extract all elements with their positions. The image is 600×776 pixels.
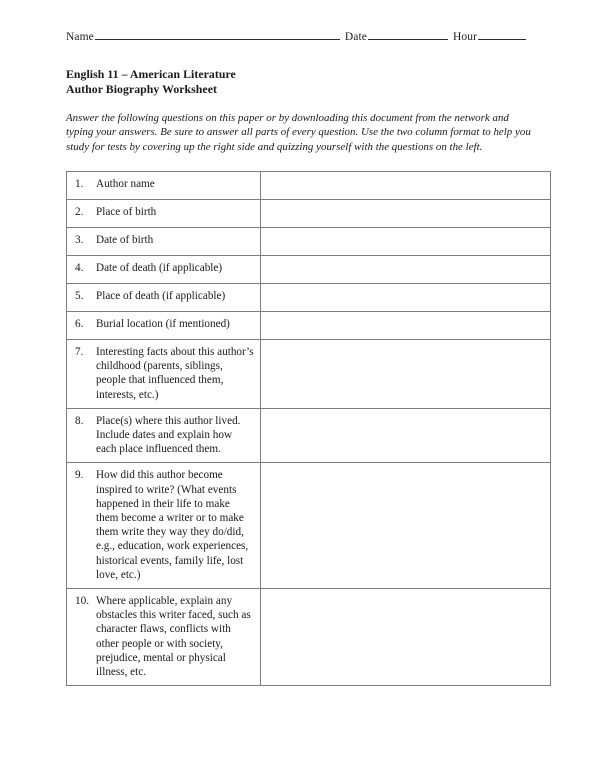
question-text: Place(s) where this author lived. Include dates and explain how each place influenced them. (96, 414, 241, 456)
question-number: 5. (75, 289, 84, 302)
question-text: Date of birth (96, 233, 154, 246)
question-cell (67, 171, 261, 199)
table-row (67, 339, 551, 408)
page-content (66, 28, 536, 686)
hour-fill-line[interactable] (478, 28, 526, 40)
question-text: Place of birth (96, 205, 157, 218)
answer-cell[interactable] (261, 199, 551, 227)
author-biography-table (66, 171, 551, 686)
question-number: 1. (75, 177, 84, 190)
answer-cell[interactable] (261, 311, 551, 339)
question-text: Date of death (if applicable) (96, 261, 223, 274)
question-cell (67, 311, 261, 339)
question-number: 6. (75, 317, 84, 330)
question-cell (67, 283, 261, 311)
instructions-paragraph: Answer the following questions on this paper or by downloading this document from the network and typing your answers. Be sure to answer all parts of every question. Use the two column format to help you study for tests by covering up the right side and quizzing yourself with the questions on the left. (66, 112, 531, 153)
question-text: Where applicable, explain any obstacles this writer faced, such as character flaws, conflicts with other people or with society, prejudice, mental or physical illness, etc. (96, 594, 251, 678)
question-cell (67, 408, 261, 463)
table-body (67, 171, 551, 685)
question-text: Author name (96, 177, 155, 190)
table-row (67, 227, 551, 255)
question-cell (67, 463, 261, 589)
question-cell (67, 588, 261, 685)
question-cell (67, 227, 261, 255)
question-cell (67, 199, 261, 227)
question-number: 8. (75, 414, 84, 427)
answer-cell[interactable] (261, 408, 551, 463)
question-text: Place of death (if applicable) (96, 289, 226, 302)
student-info-header (66, 28, 536, 43)
worksheet-title: Author Biography Worksheet (66, 82, 217, 96)
course-title: English 11 – American Literature (66, 67, 236, 81)
table-row (67, 255, 551, 283)
question-number: 7. (75, 345, 84, 358)
question-text: How did this author become inspired to write? (What events happened in their life to make them become a writer or to make them write they way they do/did, e.g., education, work experiences, historical events, family life, lost love, etc.) (96, 469, 249, 581)
date-label: Date (344, 31, 367, 43)
answer-cell[interactable] (261, 171, 551, 199)
name-label: Name (66, 31, 94, 43)
table-row (67, 588, 551, 685)
question-number: 4. (75, 261, 84, 274)
question-cell (67, 339, 261, 408)
table-row (67, 463, 551, 589)
question-number: 2. (75, 205, 84, 218)
question-text: Interesting facts about this author’s childhood (parents, siblings, people that influenced them, interests, etc.) (96, 345, 254, 401)
name-fill-line[interactable] (95, 28, 340, 40)
table-row (67, 199, 551, 227)
page-title (66, 67, 536, 97)
date-fill-line[interactable] (368, 28, 448, 40)
answer-cell[interactable] (261, 339, 551, 408)
answer-cell[interactable] (261, 227, 551, 255)
table-row (67, 311, 551, 339)
table-row (67, 283, 551, 311)
table-row (67, 171, 551, 199)
hour-label: Hour (452, 31, 478, 43)
question-number: 10. (75, 594, 89, 607)
answer-cell[interactable] (261, 588, 551, 685)
answer-cell[interactable] (261, 463, 551, 589)
answer-cell[interactable] (261, 283, 551, 311)
question-cell (67, 255, 261, 283)
table-row (67, 408, 551, 463)
question-number: 9. (75, 469, 84, 482)
question-number: 3. (75, 233, 84, 246)
question-text: Burial location (if mentioned) (96, 317, 230, 330)
answer-cell[interactable] (261, 255, 551, 283)
